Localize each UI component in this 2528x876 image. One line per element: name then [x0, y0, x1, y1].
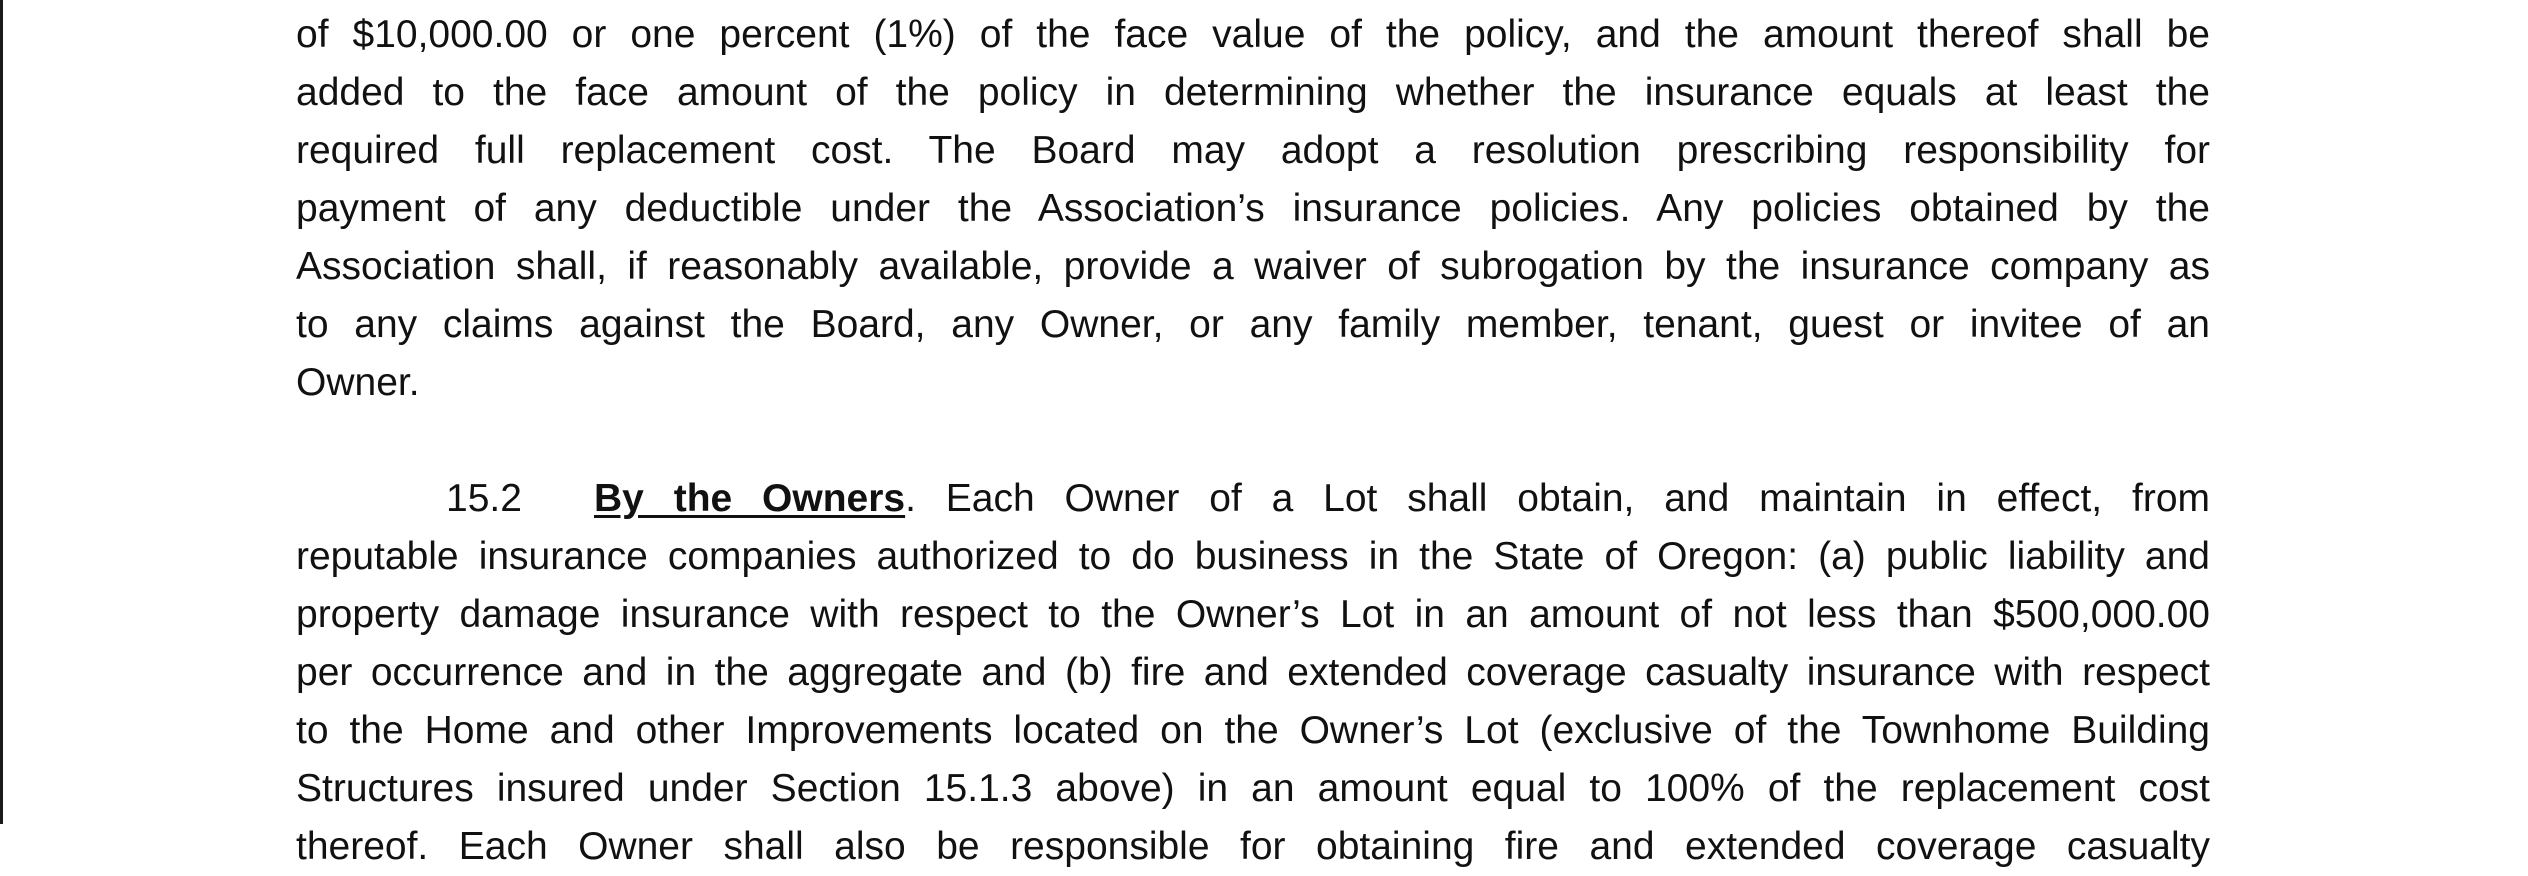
paragraph-line: added to the face amount of the policy in determining whether the insurance equals at least the — [296, 71, 2210, 114]
paragraph-line: Association shall, if reasonably available, provide a waiver of subrogation by the insurance company as — [296, 245, 2210, 288]
section-first-line — [296, 470, 2210, 528]
section-number: 15.2 — [446, 477, 522, 520]
paragraph-line: Structures insured under Section 15.1.3 above) in an amount equal to 100% of the replacement cost — [296, 767, 2210, 810]
section-first-line-text: . Each Owner of a Lot shall obtain, and maintain in effect, from — [905, 477, 2210, 520]
paragraph-line: required full replacement cost. The Board may adopt a resolution prescribing responsibility for — [296, 129, 2210, 172]
section-heading: By the Owners — [594, 477, 906, 520]
page-left-edge — [0, 0, 3, 824]
paragraph-line: per occurrence and in the aggregate and (b) fire and extended coverage casualty insurance with respect — [296, 651, 2210, 694]
paragraph-line: of $10,000.00 or one percent (1%) of the face value of the policy, and the amount thereof shall be — [296, 13, 2210, 56]
paragraph-line-cut-off: thereof. Each Owner shall also be responsible for obtaining fire and extended coverage casualty — [296, 825, 2210, 868]
paragraph-line: payment of any deductible under the Association’s insurance policies. Any policies obtained by the — [296, 187, 2210, 230]
paragraph-line: to any claims against the Board, any Owner, or any family member, tenant, guest or invitee of an — [296, 303, 2210, 346]
paragraph-line: reputable insurance companies authorized to do business in the State of Oregon: (a) public liability and — [296, 535, 2210, 578]
paragraph-line: Owner. — [296, 361, 420, 404]
paragraph-line: property damage insurance with respect to the Owner’s Lot in an amount of not less than $500,000.00 — [296, 593, 2210, 636]
paragraph-line: to the Home and other Improvements located on the Owner’s Lot (exclusive of the Townhome Building — [296, 709, 2210, 752]
